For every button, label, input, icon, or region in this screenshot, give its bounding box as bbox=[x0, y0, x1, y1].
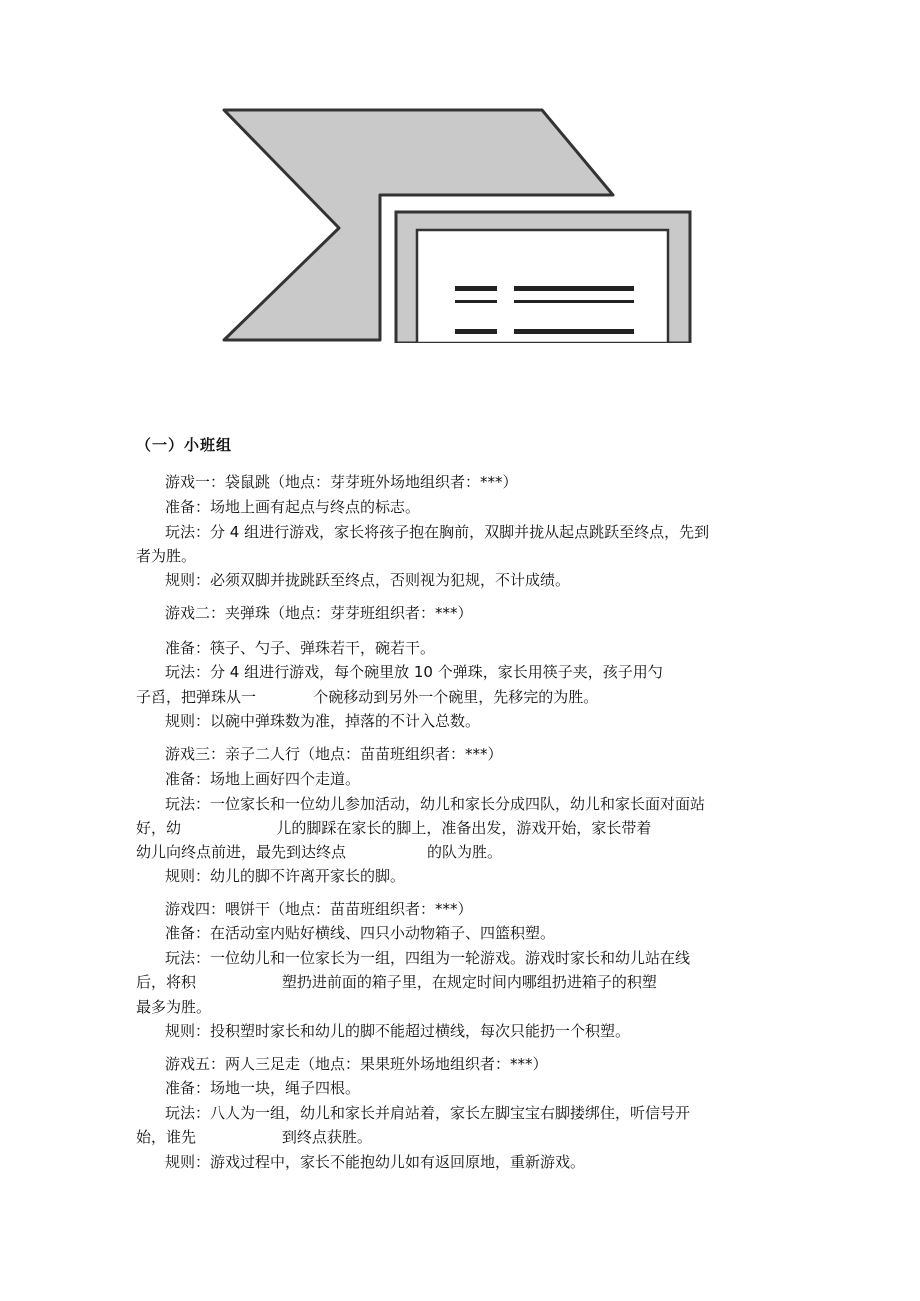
game-rule: 规则：游戏过程中，家长不能抱幼儿如有返回原地，重新游戏。 bbox=[165, 1153, 586, 1171]
game-prep: 准备：场地上画好四个走道。 bbox=[165, 770, 361, 788]
game-rule: 规则：必须双脚并拢跳跃至终点，否则视为犯规，不计成绩。 bbox=[165, 571, 571, 589]
game-play-line: 最多为胜。 bbox=[136, 998, 212, 1016]
game-rule: 规则：幼儿的脚不许离开家长的脚。 bbox=[165, 867, 406, 885]
game-play-line: 玩法：分 4 组进行游戏，每个碗里放 10 个弹珠，家长用筷子夹，孩子用勺 bbox=[165, 663, 663, 681]
document-logo-graphic bbox=[222, 108, 692, 343]
game-play-line: 玩法：一位家长和一位幼儿参加活动，幼儿和家长分成四队，幼儿和家长面对面站 bbox=[165, 795, 706, 813]
game-prep: 准备：场地上画有起点与终点的标志。 bbox=[165, 498, 421, 516]
game-play-line: 玩法：一位幼儿和一位家长为一组，四组为一轮游戏。游戏时家长和幼儿站在线 bbox=[165, 949, 691, 967]
game-play-line: 好，幼 儿的脚踩在家长的脚上，准备出发，游戏开始，家长带着 bbox=[136, 819, 652, 837]
game-rule: 规则：以碗中弹珠数为准，掉落的不计入总数。 bbox=[165, 712, 481, 730]
game-play-line: 玩法：八人为一组，幼儿和家长并肩站着，家长左脚宝宝右脚搂绑住，听信号开 bbox=[165, 1104, 691, 1122]
game-play-line: 者为胜。 bbox=[136, 547, 197, 565]
game-title: 游戏三：亲子二人行（地点：苗苗班组织者：***） bbox=[165, 745, 503, 763]
game-title: 游戏二：夹弹珠（地点：芽芽班组织者：***） bbox=[165, 604, 473, 622]
game-title: 游戏一：袋鼠跳（地点：芽芽班外场地组织者：***） bbox=[165, 473, 518, 491]
game-prep: 准备：筷子、勺子、弹珠若干，碗若干。 bbox=[165, 639, 436, 657]
section-title: （一）小班组 bbox=[136, 436, 233, 454]
game-title: 游戏五：两人三足走（地点：果果班外场地组织者：***） bbox=[165, 1055, 548, 1073]
game-prep: 准备：场地一块，绳子四根。 bbox=[165, 1079, 361, 1097]
game-title: 游戏四：喂饼干（地点：苗苗班组织者：***） bbox=[165, 900, 473, 918]
game-play-line: 后，将积 塑扔进前面的箱子里，在规定时间内哪组扔进箱子的积塑 bbox=[136, 973, 657, 991]
game-play-line: 始，谁先 到终点获胜。 bbox=[136, 1128, 372, 1146]
game-play-line: 玩法：分 4 组进行游戏，家长将孩子抱在胸前，双脚并拢从起点跳跃至终点，先到 bbox=[165, 523, 710, 541]
game-prep: 准备：在活动室内贴好横线、四只小动物箱子、四篮积塑。 bbox=[165, 924, 556, 942]
game-play-line: 幼儿向终点前进，最先到达终点 的队为胜。 bbox=[136, 843, 503, 861]
game-play-line: 子舀，把弹珠从一 个碗移动到另外一个碗里，先移完的为胜。 bbox=[136, 688, 599, 706]
game-rule: 规则：投积塑时家长和幼儿的脚不能超过横线，每次只能扔一个积塑。 bbox=[165, 1022, 631, 1040]
